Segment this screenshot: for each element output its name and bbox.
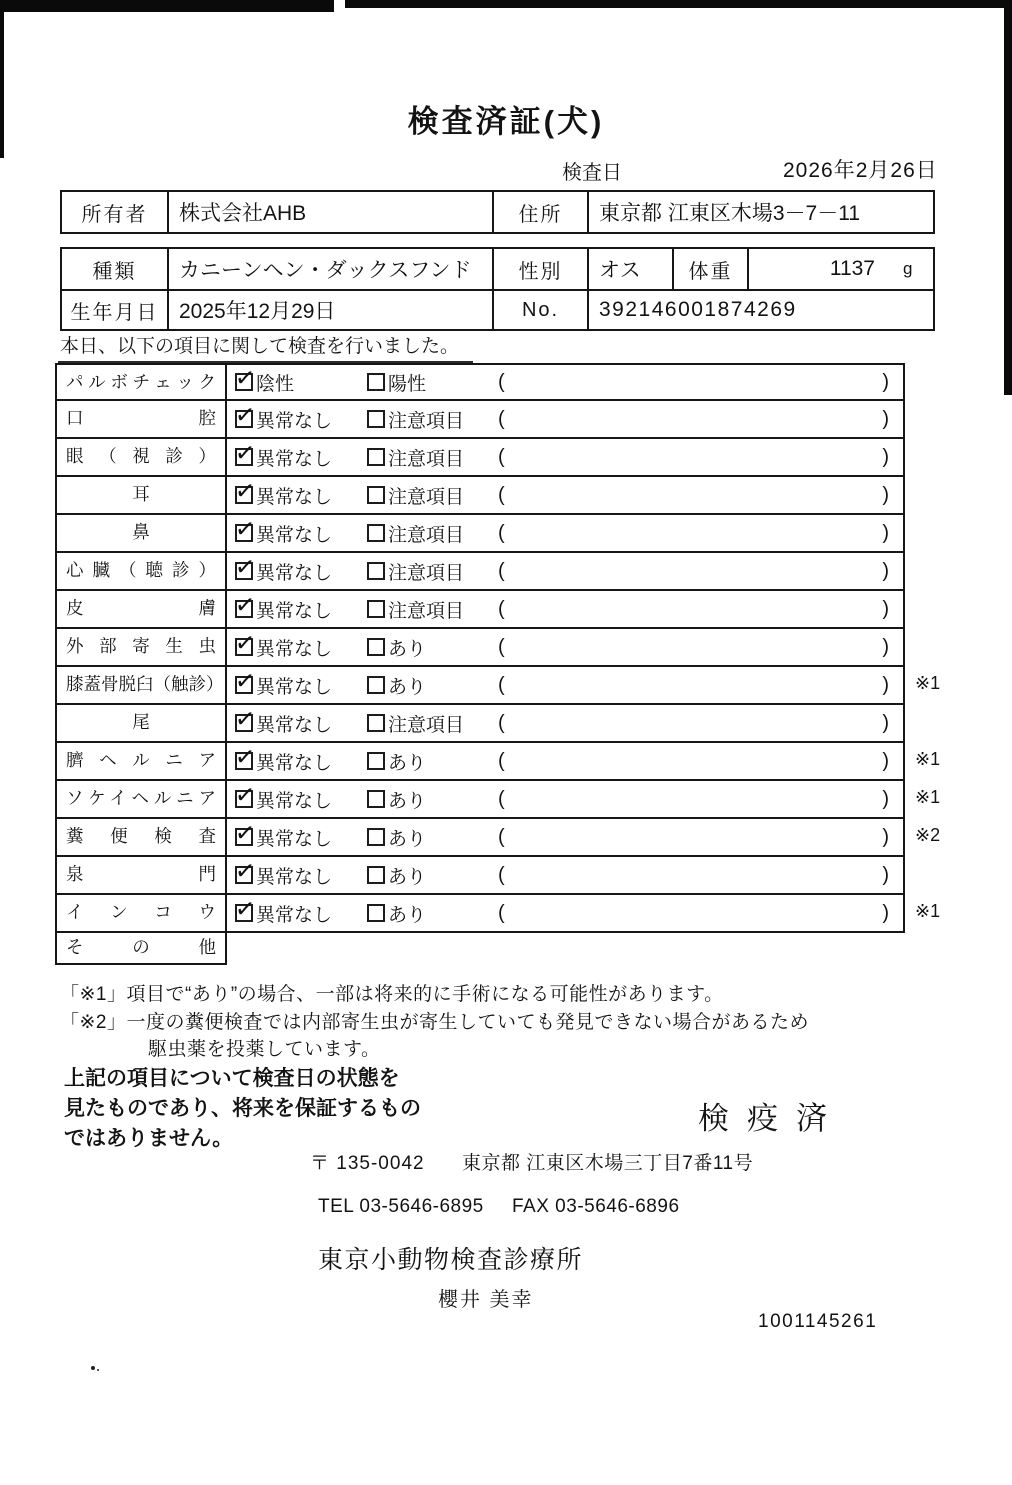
option-label: 異常なし [256,524,333,546]
inspection-item-other: その他 [55,933,227,965]
footnote-marker: ※1 [915,901,941,921]
owner-value: 株式会社AHB [167,192,492,232]
inspection-item-label: 臍ヘルニア [57,743,227,779]
inspection-item-label: 耳 [57,477,227,513]
inspection-item-label: ソケイヘルニア [57,781,227,817]
birth-label: 生年月日 [70,301,159,324]
inspection-option-secondary [367,667,492,703]
paren-close: ) [882,901,889,924]
paren-close: ) [882,597,889,620]
breed-value: カニーンヘン・ダックスフンド [167,249,492,289]
inspection-option-primary [227,667,367,703]
option-label: あり [388,752,427,774]
paren-open: ( [498,559,505,582]
checkbox-unchecked-icon [367,486,385,504]
paren-close: ) [882,863,889,886]
checkbox-checked-icon [235,562,253,580]
option-label: 異常なし [256,714,333,736]
paren-close: ) [882,635,889,658]
inspection-option-secondary [367,857,492,893]
inspection-row [55,439,905,477]
inspection-option-primary [227,743,367,779]
inspection-option-primary [227,439,367,475]
breed-label: 種類 [92,260,137,283]
breed-row [62,249,933,289]
remarks-field [492,743,903,779]
checkbox-unchecked-icon [367,373,385,391]
remarks-field [492,477,903,513]
remarks-field [492,591,903,627]
disclaimer [64,1064,421,1154]
checkbox-unchecked-icon [367,562,385,580]
inspection-row [55,553,905,591]
checkbox-unchecked-icon [367,676,385,694]
checkbox-unchecked-icon [367,410,385,428]
option-label: 異常なし [256,790,333,812]
inspection-row [55,401,905,439]
address-value: 東京都 江東区木場3－7－11 [587,192,937,232]
paren-close: ) [882,711,889,734]
checkbox-checked-icon [235,752,253,770]
inspection-item-label: 鼻 [57,515,227,551]
option-label: あり [388,676,427,698]
clinic-fax: FAX 03-5646-6896 [512,1196,680,1217]
inspection-option-secondary [367,895,492,931]
inspection-item-label: 皮膚 [57,591,227,627]
inspection-option-secondary [367,477,492,513]
paren-open: ( [498,370,505,393]
remarks-field [492,819,903,855]
paren-close: ) [882,559,889,582]
paren-open: ( [498,445,505,468]
paren-open: ( [498,825,505,848]
option-label: あり [388,828,427,850]
remarks-field [492,895,903,931]
checkbox-checked-icon [235,373,253,391]
paren-close: ) [882,445,889,468]
inspection-row [55,629,905,667]
option-label: あり [388,866,427,888]
option-label: 異常なし [256,638,333,660]
option-label: 異常なし [256,904,333,926]
option-label: 異常なし [256,410,333,432]
remarks-field [492,553,903,589]
inspection-item-label: 膝蓋骨脱臼（触診） [57,667,227,703]
inspection-date-value: 2026年2月26日 [783,159,938,182]
option-label: 異常なし [256,866,333,888]
inspection-option-primary [227,553,367,589]
checkbox-unchecked-icon [367,714,385,732]
inspection-row [55,819,941,857]
clinic-name: 東京小動物検査診療所 [318,1246,584,1274]
checkbox-checked-icon [235,524,253,542]
paren-open: ( [498,901,505,924]
scan-artifact-top-bar-left [0,0,334,12]
inspection-row [55,781,941,819]
option-label: 注意項目 [388,562,465,584]
checkbox-unchecked-icon [367,448,385,466]
checkbox-unchecked-icon [367,752,385,770]
owner-table [60,190,935,234]
paren-open: ( [498,483,505,506]
option-label: 陽性 [388,373,427,395]
inspection-option-primary [227,819,367,855]
checkbox-unchecked-icon [367,600,385,618]
inspection-option-secondary [367,553,492,589]
inspection-option-primary [227,705,367,741]
birth-row [62,289,933,329]
checkbox-unchecked-icon [367,866,385,884]
page-title: 検査済証(犬) [407,104,605,139]
inspection-rows [55,363,941,933]
inspection-option-secondary [367,439,492,475]
scan-artifact-top-bar-right [345,0,1012,8]
inspection-item-label: 泉門 [57,857,227,893]
sex-value: オス [587,249,672,289]
option-label: 注意項目 [388,600,465,622]
inspection-option-secondary [367,819,492,855]
owner-row [62,192,933,232]
inspection-option-primary [227,857,367,893]
option-label: あり [388,904,427,926]
paren-close: ) [882,749,889,772]
no-value: 392146001874269 [587,291,937,329]
footnote-marker: ※2 [915,825,941,845]
paren-open: ( [498,635,505,658]
option-label: 異常なし [256,600,333,622]
option-label: 注意項目 [388,486,465,508]
footnote-2-continued: 駆虫薬を投薬しています。 [148,1039,381,1060]
remarks-field [492,705,903,741]
veterinarian-name: 櫻井 美幸 [438,1289,534,1311]
remarks-field [492,667,903,703]
document-code: 1001145261 [758,1311,878,1332]
birth-value: 2025年12月29日 [167,291,492,329]
inspection-row [55,363,905,401]
paren-close: ) [882,483,889,506]
inspection-item-label: 尾 [57,705,227,741]
checkbox-checked-icon [235,486,253,504]
checkbox-unchecked-icon [367,638,385,656]
inspection-option-primary [227,477,367,513]
paren-open: ( [498,749,505,772]
remarks-field [492,857,903,893]
paren-close: ) [882,521,889,544]
option-label: 異常なし [256,562,333,584]
footnote-marker: ※1 [915,787,941,807]
footnote-1: 「※1」項目で“あり”の場合、一部は将来的に手術になる可能性があります。 [60,984,724,1005]
inspection-row [55,743,941,781]
option-label: 異常なし [256,752,333,774]
checkbox-checked-icon [235,600,253,618]
checkbox-checked-icon [235,828,253,846]
checkbox-checked-icon [235,866,253,884]
inspection-option-secondary [367,705,492,741]
option-label: 注意項目 [388,524,465,546]
paren-close: ) [882,787,889,810]
inspection-option-secondary [367,629,492,665]
option-label: 異常なし [256,448,333,470]
paren-open: ( [498,597,505,620]
checkbox-checked-icon [235,410,253,428]
checkbox-unchecked-icon [367,904,385,922]
weight-label: 体重 [672,249,747,289]
inspection-option-primary [227,401,367,437]
inspection-row [55,477,905,515]
inspection-option-secondary [367,515,492,551]
scan-speck [97,1369,99,1371]
inspection-date-label: 検査日 [562,162,622,184]
option-label: 注意項目 [388,410,465,432]
postal-code: 〒 135-0042 [310,1153,425,1174]
remarks-field [492,439,903,475]
remarks-field [492,781,903,817]
inspection-option-primary [227,515,367,551]
remarks-field [492,629,903,665]
inspection-item-label: 眼（視診） [57,439,227,475]
paren-close: ) [882,673,889,696]
paren-open: ( [498,673,505,696]
inspection-option-secondary [367,743,492,779]
inspection-row [55,857,905,895]
checkbox-checked-icon [235,904,253,922]
inspection-option-secondary [367,591,492,627]
owner-label: 所有者 [81,203,148,226]
remarks-field [492,401,903,437]
paren-close: ) [882,407,889,430]
disclaimer-line-3: ではありません。 [64,1127,234,1150]
inspection-row [55,895,941,933]
inspection-item-label: パルボチェック [57,365,227,399]
paren-open: ( [498,407,505,430]
option-label: あり [388,638,427,660]
pet-table [60,247,935,331]
no-label: No. [492,291,587,329]
option-label: 異常なし [256,828,333,850]
option-label: あり [388,790,427,812]
paren-open: ( [498,711,505,734]
intro-sentence: 本日、以下の項目に関して検査を行いました。 [58,331,473,363]
checkbox-unchecked-icon [367,524,385,542]
footnote-marker: ※1 [915,749,941,769]
option-label: 注意項目 [388,714,465,736]
inspection-item-label: インコウ [57,895,227,931]
option-label: 注意項目 [388,448,465,470]
checkbox-checked-icon [235,790,253,808]
checkbox-checked-icon [235,714,253,732]
option-label: 異常なし [256,486,333,508]
inspection-option-primary [227,895,367,931]
inspection-option-secondary [367,781,492,817]
checkbox-checked-icon [235,638,253,656]
scan-speck [91,1366,95,1370]
scan-artifact-right-bar [1004,0,1012,395]
option-label: 陰性 [256,373,295,395]
sex-label: 性別 [492,249,587,289]
inspection-option-primary [227,591,367,627]
inspection-option-primary [227,365,367,399]
paren-close: ) [882,825,889,848]
checkbox-checked-icon [235,676,253,694]
inspection-row [55,705,905,743]
inspection-row [55,667,941,705]
inspection-option-primary [227,629,367,665]
inspection-option-secondary [367,401,492,437]
inspection-item-label: 心臓（聴診） [57,553,227,589]
checkbox-unchecked-icon [367,790,385,808]
quarantine-stamp: 検疫済 [698,1101,845,1136]
address-label: 住所 [492,192,587,232]
inspection-item-label: 口腔 [57,401,227,437]
clinic-address: 東京都 江東区木場三丁目7番11号 [462,1153,754,1174]
checkbox-unchecked-icon [367,828,385,846]
paren-open: ( [498,521,505,544]
inspection-row [55,515,905,553]
inspection-option-primary [227,781,367,817]
inspection-option-secondary [367,365,492,399]
footnote-2: 「※2」一度の糞便検査では内部寄生虫が寄生していても発見できない場合があるため [60,1012,809,1033]
remarks-field [492,515,903,551]
weight-unit: g [903,259,913,278]
footnote-marker: ※1 [915,673,941,693]
inspection-item-label: 外部寄生虫 [57,629,227,665]
clinic-tel: TEL 03-5646-6895 [318,1196,484,1217]
weight-value: 1137 [829,257,875,280]
paren-close: ) [882,370,889,393]
inspection-row [55,591,905,629]
disclaimer-line-1: 上記の項目について検査日の状態を [64,1067,400,1090]
paren-open: ( [498,787,505,810]
weight-cell [747,249,937,289]
checkbox-checked-icon [235,448,253,466]
option-label: 異常なし [256,676,333,698]
paren-open: ( [498,863,505,886]
inspection-item-label: 糞便検査 [57,819,227,855]
remarks-field [492,365,903,399]
disclaimer-line-2: 見たものであり、将来を保証するもの [64,1097,421,1120]
